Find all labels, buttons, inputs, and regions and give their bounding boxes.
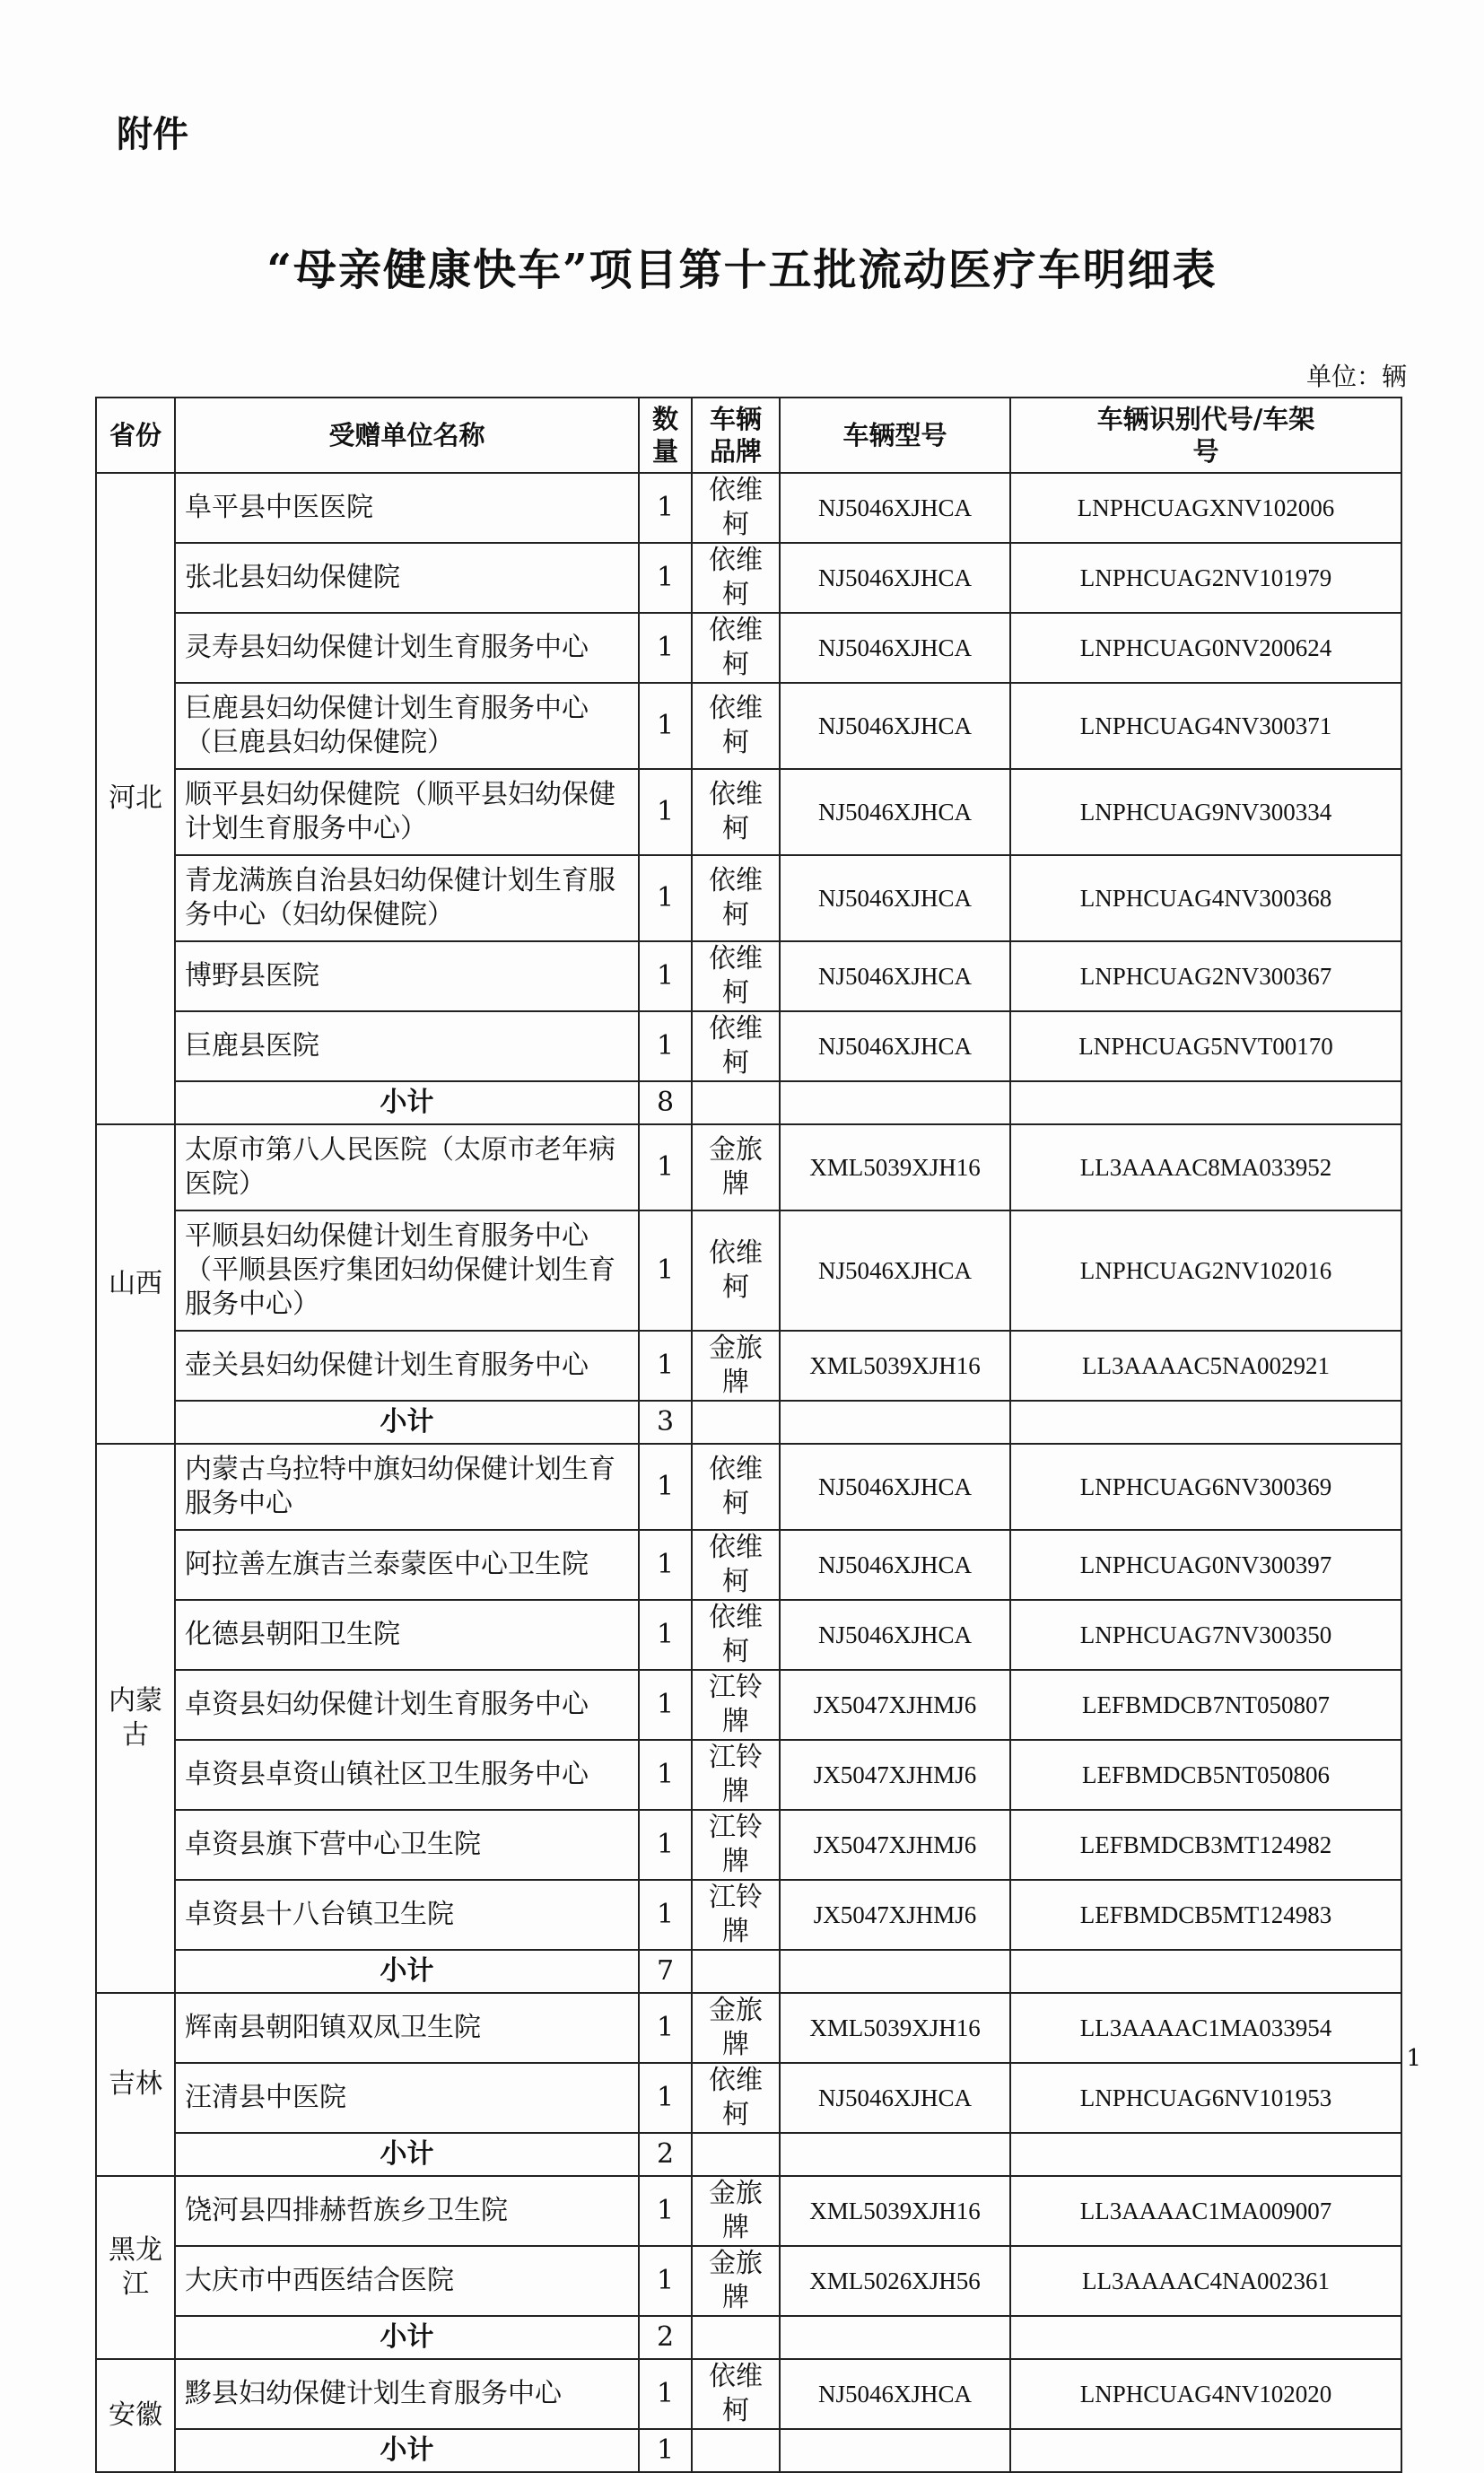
province-cell: 吉林 <box>96 1993 175 2176</box>
model-cell: XML5039XJH16 <box>780 1993 1010 2063</box>
subtotal-empty-cell <box>780 1950 1010 1993</box>
model-cell: NJ5046XJHCA <box>780 683 1010 769</box>
quantity-cell: 1 <box>639 473 692 543</box>
subtotal-row <box>96 1401 1401 1444</box>
quantity-cell: 1 <box>639 769 692 855</box>
vin-cell: LNPHCUAG2NV102016 <box>1010 1210 1401 1331</box>
subtotal-label: 小计 <box>175 2133 639 2176</box>
col-header-quantity: 数 量 <box>639 398 692 473</box>
vin-cell: LL3AAAAC5NA002921 <box>1010 1331 1401 1401</box>
quantity-cell: 1 <box>639 1444 692 1530</box>
recipient-cell: 饶河县四排赫哲族乡卫生院 <box>175 2176 639 2246</box>
subtotal-row <box>96 2316 1401 2359</box>
quantity-cell: 1 <box>639 1670 692 1740</box>
model-cell: JX5047XJHMJ6 <box>780 1880 1010 1950</box>
table-row <box>96 769 1401 855</box>
model-cell: NJ5046XJHCA <box>780 1444 1010 1530</box>
model-cell: NJ5046XJHCA <box>780 855 1010 941</box>
quantity-cell: 1 <box>639 1810 692 1880</box>
subtotal-quantity: 8 <box>639 1081 692 1124</box>
vin-cell: LEFBMDCB5MT124983 <box>1010 1880 1401 1950</box>
subtotal-empty-cell <box>1010 2429 1401 2472</box>
col-header-model: 车辆型号 <box>780 398 1010 473</box>
subtotal-empty-cell <box>692 1401 780 1444</box>
brand-cell: 金旅牌 <box>692 1124 780 1210</box>
subtotal-empty-cell <box>692 2316 780 2359</box>
subtotal-empty-cell <box>692 2133 780 2176</box>
vin-cell: LL3AAAAC4NA002361 <box>1010 2246 1401 2316</box>
model-cell: NJ5046XJHCA <box>780 769 1010 855</box>
vin-cell: LL3AAAAC1MA009007 <box>1010 2176 1401 2246</box>
recipient-cell: 卓资县妇幼保健计划生育服务中心 <box>175 1670 639 1740</box>
vin-cell: LNPHCUAG6NV300369 <box>1010 1444 1401 1530</box>
province-cell: 内蒙古 <box>96 1444 175 1993</box>
quantity-cell: 1 <box>639 2246 692 2316</box>
model-cell: NJ5046XJHCA <box>780 1210 1010 1331</box>
subtotal-empty-cell <box>1010 2316 1401 2359</box>
subtotal-empty-cell <box>780 2316 1010 2359</box>
vin-cell: LEFBMDCB3MT124982 <box>1010 1810 1401 1880</box>
vin-cell: LEFBMDCB5NT050806 <box>1010 1740 1401 1810</box>
quantity-cell: 1 <box>639 543 692 613</box>
subtotal-empty-cell <box>692 1950 780 1993</box>
recipient-cell: 内蒙古乌拉特中旗妇幼保健计划生育服务中心 <box>175 1444 639 1530</box>
model-cell: XML5039XJH16 <box>780 1331 1010 1401</box>
recipient-cell: 顺平县妇幼保健院（顺平县妇幼保健计划生育服务中心） <box>175 769 639 855</box>
brand-cell: 依维柯 <box>692 941 780 1011</box>
model-cell: XML5039XJH16 <box>780 2176 1010 2246</box>
quantity-cell: 1 <box>639 613 692 683</box>
model-cell: NJ5046XJHCA <box>780 1530 1010 1600</box>
table-row <box>96 1331 1401 1401</box>
subtotal-empty-cell <box>1010 1081 1401 1124</box>
recipient-cell: 巨鹿县妇幼保健计划生育服务中心（巨鹿县妇幼保健院） <box>175 683 639 769</box>
recipient-cell: 阿拉善左旗吉兰泰蒙医中心卫生院 <box>175 1530 639 1600</box>
recipient-cell: 辉南县朝阳镇双凤卫生院 <box>175 1993 639 2063</box>
subtotal-empty-cell <box>780 1081 1010 1124</box>
brand-cell: 依维柯 <box>692 1210 780 1331</box>
vin-cell: LNPHCUAG0NV300397 <box>1010 1530 1401 1600</box>
subtotal-empty-cell <box>692 2429 780 2472</box>
table-row <box>96 1124 1401 1210</box>
brand-cell: 依维柯 <box>692 613 780 683</box>
model-cell: NJ5046XJHCA <box>780 2063 1010 2133</box>
brand-cell: 金旅牌 <box>692 1331 780 1401</box>
model-cell: XML5039XJH16 <box>780 1124 1010 1210</box>
brand-cell: 依维柯 <box>692 769 780 855</box>
brand-cell: 依维柯 <box>692 473 780 543</box>
subtotal-empty-cell <box>1010 1950 1401 1993</box>
model-cell: XML5026XJH56 <box>780 2246 1010 2316</box>
brand-cell: 江铃牌 <box>692 1880 780 1950</box>
table-row <box>96 543 1401 613</box>
brand-cell: 依维柯 <box>692 855 780 941</box>
subtotal-quantity: 3 <box>639 1401 692 1444</box>
recipient-cell: 卓资县十八台镇卫生院 <box>175 1880 639 1950</box>
subtotal-quantity: 2 <box>639 2133 692 2176</box>
recipient-cell: 化德县朝阳卫生院 <box>175 1600 639 1670</box>
table-row <box>96 855 1401 941</box>
model-cell: NJ5046XJHCA <box>780 941 1010 1011</box>
brand-cell: 依维柯 <box>692 1600 780 1670</box>
col-header-province: 省份 <box>96 398 175 473</box>
subtotal-empty-cell <box>1010 1401 1401 1444</box>
brand-cell: 金旅牌 <box>692 1993 780 2063</box>
subtotal-label: 小计 <box>175 1950 639 1993</box>
model-cell: NJ5046XJHCA <box>780 473 1010 543</box>
brand-cell: 江铃牌 <box>692 1740 780 1810</box>
subtotal-empty-cell <box>780 2133 1010 2176</box>
subtotal-label: 小计 <box>175 1081 639 1124</box>
quantity-cell: 1 <box>639 1210 692 1331</box>
table-row <box>96 1210 1401 1331</box>
table-row <box>96 1740 1401 1810</box>
table-row <box>96 1011 1401 1081</box>
subtotal-row <box>96 2133 1401 2176</box>
brand-cell: 依维柯 <box>692 1530 780 1600</box>
table-row <box>96 1810 1401 1880</box>
table-row <box>96 2176 1401 2246</box>
unit-label: 单位：辆 <box>1305 362 1407 391</box>
model-cell: JX5047XJHMJ6 <box>780 1810 1010 1880</box>
subtotal-empty-cell <box>1010 2133 1401 2176</box>
recipient-cell: 博野县医院 <box>175 941 639 1011</box>
table-row <box>96 1993 1401 2063</box>
recipient-cell: 壶关县妇幼保健计划生育服务中心 <box>175 1331 639 1401</box>
page-number: 1 <box>1406 2045 1421 2072</box>
subtotal-label: 小计 <box>175 2316 639 2359</box>
province-cell: 河北 <box>96 473 175 1124</box>
model-cell: NJ5046XJHCA <box>780 543 1010 613</box>
recipient-cell: 张北县妇幼保健院 <box>175 543 639 613</box>
quantity-cell: 1 <box>639 1880 692 1950</box>
table-row <box>96 2063 1401 2133</box>
table-row <box>96 1444 1401 1530</box>
table-row <box>96 1530 1401 1600</box>
brand-cell: 依维柯 <box>692 2063 780 2133</box>
quantity-cell: 1 <box>639 2176 692 2246</box>
subtotal-empty-cell <box>692 1081 780 1124</box>
recipient-cell: 青龙满族自治县妇幼保健计划生育服务中心（妇幼保健院） <box>175 855 639 941</box>
brand-cell: 依维柯 <box>692 543 780 613</box>
quantity-cell: 1 <box>639 683 692 769</box>
subtotal-row <box>96 2429 1401 2472</box>
brand-cell: 依维柯 <box>692 1011 780 1081</box>
quantity-cell: 1 <box>639 2063 692 2133</box>
table-row <box>96 613 1401 683</box>
subtotal-empty-cell <box>780 1401 1010 1444</box>
subtotal-quantity: 7 <box>639 1950 692 1993</box>
recipient-cell: 卓资县旗下营中心卫生院 <box>175 1810 639 1880</box>
vin-cell: LL3AAAAC8MA033952 <box>1010 1124 1401 1210</box>
recipient-cell: 汪清县中医院 <box>175 2063 639 2133</box>
subtotal-empty-cell <box>780 2429 1010 2472</box>
model-cell: NJ5046XJHCA <box>780 613 1010 683</box>
col-header-brand: 车辆 品牌 <box>692 398 780 473</box>
recipient-cell: 大庆市中西医结合医院 <box>175 2246 639 2316</box>
recipient-cell: 太原市第八人民医院（太原市老年病医院） <box>175 1124 639 1210</box>
quantity-cell: 1 <box>639 941 692 1011</box>
province-cell: 黑龙江 <box>96 2176 175 2359</box>
subtotal-label: 小计 <box>175 2429 639 2472</box>
recipient-cell: 巨鹿县医院 <box>175 1011 639 1081</box>
vin-cell: LNPHCUAG4NV300368 <box>1010 855 1401 941</box>
recipient-cell: 灵寿县妇幼保健计划生育服务中心 <box>175 613 639 683</box>
subtotal-row <box>96 1081 1401 1124</box>
model-cell: NJ5046XJHCA <box>780 1011 1010 1081</box>
recipient-cell: 卓资县卓资山镇社区卫生服务中心 <box>175 1740 639 1810</box>
quantity-cell: 1 <box>639 1530 692 1600</box>
vin-cell: LNPHCUAG2NV101979 <box>1010 543 1401 613</box>
table-row <box>96 2359 1401 2429</box>
table-header-row <box>96 398 1401 473</box>
vin-cell: LNPHCUAG2NV300367 <box>1010 941 1401 1011</box>
col-header-vin: 车辆识别代号/车架 号 <box>1010 398 1401 473</box>
model-cell: NJ5046XJHCA <box>780 2359 1010 2429</box>
vin-cell: LNPHCUAG4NV300371 <box>1010 683 1401 769</box>
quantity-cell: 1 <box>639 1124 692 1210</box>
recipient-cell: 黟县妇幼保健计划生育服务中心 <box>175 2359 639 2429</box>
vin-cell: LNPHCUAG9NV300334 <box>1010 769 1401 855</box>
quantity-cell: 1 <box>639 1331 692 1401</box>
attachment-label: 附件 <box>117 114 188 155</box>
vin-cell: LNPHCUAGXNV102006 <box>1010 473 1401 543</box>
brand-cell: 江铃牌 <box>692 1810 780 1880</box>
subtotal-label: 小计 <box>175 1401 639 1444</box>
quantity-cell: 1 <box>639 1011 692 1081</box>
quantity-cell: 1 <box>639 1993 692 2063</box>
brand-cell: 江铃牌 <box>692 1670 780 1740</box>
quantity-cell: 1 <box>639 855 692 941</box>
table-row <box>96 1880 1401 1950</box>
vehicle-table <box>95 397 1402 2473</box>
table-row <box>96 2246 1401 2316</box>
brand-cell: 依维柯 <box>692 2359 780 2429</box>
vin-cell: LNPHCUAG6NV101953 <box>1010 2063 1401 2133</box>
vin-cell: LNPHCUAG7NV300350 <box>1010 1600 1401 1670</box>
quantity-cell: 1 <box>639 1600 692 1670</box>
recipient-cell: 阜平县中医医院 <box>175 473 639 543</box>
vin-cell: LEFBMDCB7NT050807 <box>1010 1670 1401 1740</box>
table-row <box>96 941 1401 1011</box>
vin-cell: LNPHCUAG5NVT00170 <box>1010 1011 1401 1081</box>
table-row <box>96 683 1401 769</box>
subtotal-row <box>96 1950 1401 1993</box>
vin-cell: LNPHCUAG0NV200624 <box>1010 613 1401 683</box>
brand-cell: 金旅牌 <box>692 2246 780 2316</box>
model-cell: NJ5046XJHCA <box>780 1600 1010 1670</box>
subtotal-quantity: 1 <box>639 2429 692 2472</box>
table-row <box>96 473 1401 543</box>
province-cell: 山西 <box>96 1124 175 1444</box>
subtotal-quantity: 2 <box>639 2316 692 2359</box>
brand-cell: 依维柯 <box>692 1444 780 1530</box>
province-cell: 安徽 <box>96 2359 175 2472</box>
table-row <box>96 1600 1401 1670</box>
quantity-cell: 1 <box>639 2359 692 2429</box>
brand-cell: 依维柯 <box>692 683 780 769</box>
model-cell: JX5047XJHMJ6 <box>780 1670 1010 1740</box>
quantity-cell: 1 <box>639 1740 692 1810</box>
vin-cell: LNPHCUAG4NV102020 <box>1010 2359 1401 2429</box>
brand-cell: 金旅牌 <box>692 2176 780 2246</box>
table-row <box>96 1670 1401 1740</box>
model-cell: JX5047XJHMJ6 <box>780 1740 1010 1810</box>
vin-cell: LL3AAAAC1MA033954 <box>1010 1993 1401 2063</box>
page-title: “母亲健康快车”项目第十五批流动医疗车明细表 <box>266 245 1218 295</box>
col-header-recipient: 受赠单位名称 <box>175 398 639 473</box>
recipient-cell: 平顺县妇幼保健计划生育服务中心（平顺县医疗集团妇幼保健计划生育服务中心） <box>175 1210 639 1331</box>
